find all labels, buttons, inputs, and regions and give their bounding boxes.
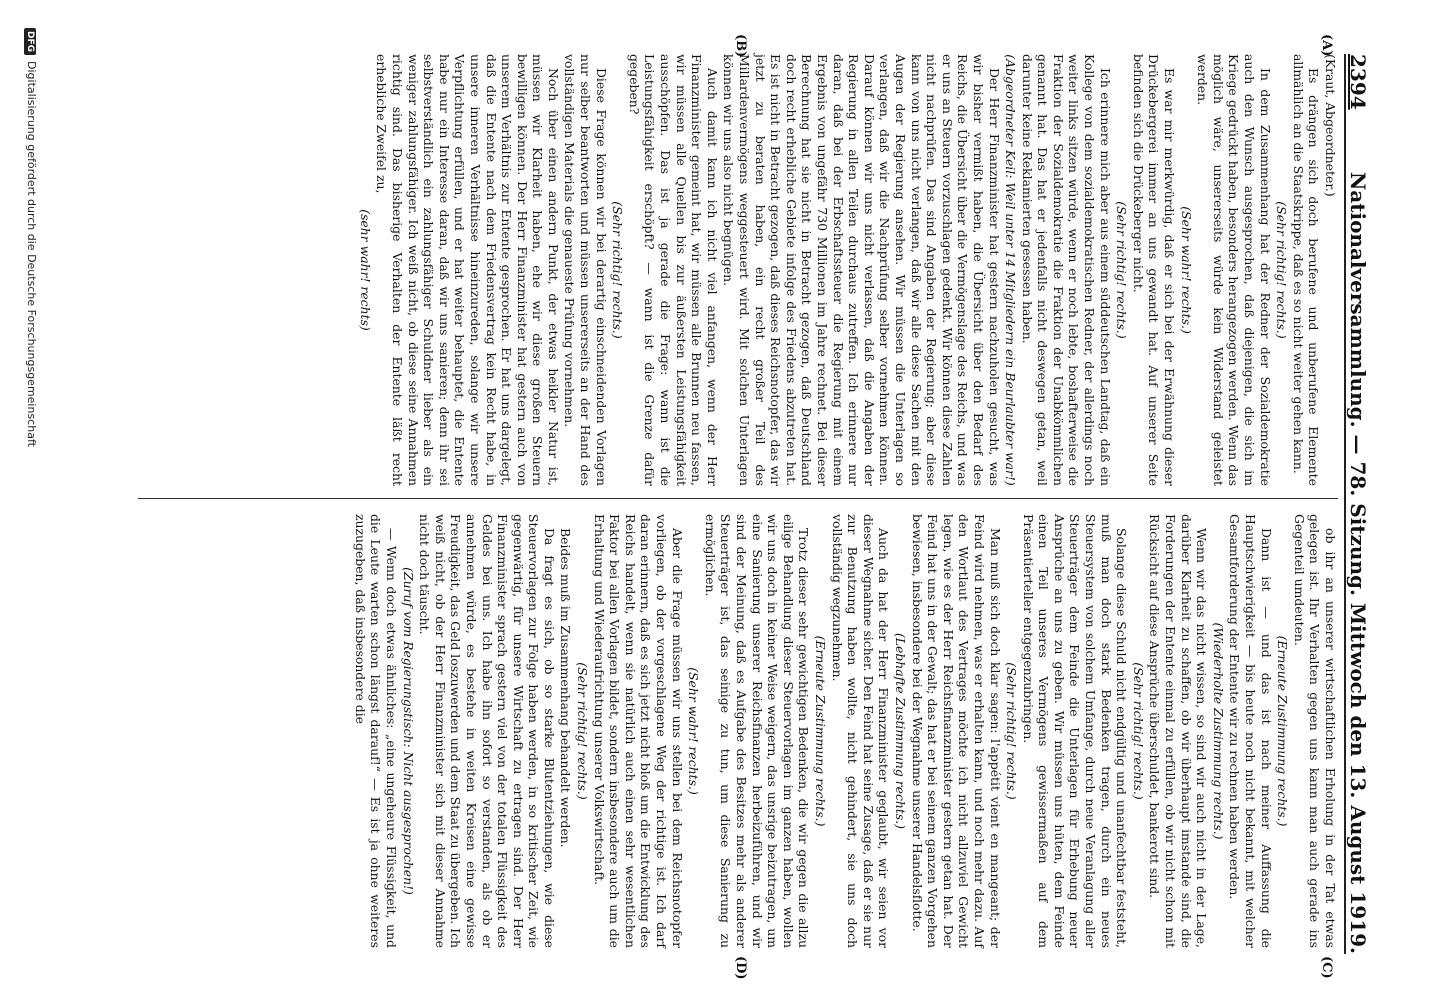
right-text-column <box>351 514 1338 948</box>
interjection: (Sehr richtig! rechts.) <box>1130 662 1146 800</box>
interjection: (Sehr richtig! rechts.) <box>610 201 626 339</box>
margin-marker-c: (C) <box>1319 956 1334 979</box>
paragraph: Auch da hat der Herr Finanzminister geglaubt, wir seien vor dieser Wegnahme sicher. Den Feind hat seine Zusage, daß er sie nur zur Benutzung haben wollte, nicht gehindert, sie uns doch vollständig wegzunehmen. <box>829 514 892 948</box>
interjection: (Sehr richtig! rechts.) <box>1004 662 1020 800</box>
interjection: (Abgeordneter Keil: Weil unter 14 Mitgliedern ein Beurlaubter war!) <box>1003 54 1019 486</box>
paragraph: Wenn wir das nicht wissen, so sind wir auch nicht in der Lage, darüber Klarheit zu schaffen, ob wir überhaupt imstande sind, die Forderungen der Entente einmal zu erfüllen, ob wir nicht schon mit Rücksicht auf diese Ansprüche überschuldet, bankerott sind. <box>1147 514 1210 948</box>
interjection: (Zuruf vom Regierungstisch: Nicht ausgesprochen!) <box>400 567 416 895</box>
paragraph: In dem Zusammenhang hat der Redner der Sozialdemokratie auch den Wunsch ausgesprochen, daß diejenigen, die sich im Kriege gedrückt haben, besonders herangezogen werden. Wenn das möglich wäre, unsererseits würde kein Widerstand geleistet werden. <box>1195 54 1273 486</box>
interjection: (Sehr richtig! rechts.) <box>1274 201 1290 339</box>
paragraph: Es war mir merkwürdig, daß er sich bei der Erwähnung dieser Drückebergerei immer an uns gewandt hat. Auf unserer Seite befinden sich die Drückeberger nicht. <box>1130 54 1178 486</box>
paragraph: ob ihr an unserer wirtschaftlichen Erholung in der Tat etwas gelegen ist. Ihr Verhalten gegen uns kann man auch gerade ins Gegenteil umdeuten. <box>1291 514 1338 948</box>
paragraph: Man muß sich doch klar sagen: l'appétit vient en mangeant; der Feind wird nehmen, was er erhalten kann, und noch mehr dazu. Auf den Wortlaut des Vertrages möchte ich nicht allzuviel Gewicht legen, wie es der Herr Reichsfinanzminister gestern getan hat. Der Feind hat uns in der Gewalt; das hat er bei seinem ganzen Vorgehen bewiesen, insbesondere bei der Wegnahme unserer Handelsflotte. <box>909 514 1003 948</box>
margin-marker-d: (D) <box>733 956 748 980</box>
interjection: (sehr wahr! rechts) <box>357 209 373 331</box>
paragraph: Trotz dieser sehr gewichtigen Bedenken, die wir gegen die allzu eilige Behandlung dieser Steuervorlagen im ganzen haben, wollen wir uns doch in keiner Weise weigern, das unsrige beizutragen, um eine Sanierung unserer Reichsfinanzen herbeizuführen, und wir sind der Meinung, daß es Aufgabe des Besitzes mehr als anderer Steuerträger ist, das seinige zu tun, um diese Sanierung zu ermöglichen. <box>702 514 812 948</box>
paragraph: Es drängen sich doch berufene und unberufene Elemente allmählich an die Staatskrippe, daß es so nicht weiter gehen kann. <box>1290 54 1322 486</box>
paragraph: Dann ist — und das ist nach meiner Auffassung die Hauptschwierigkeit — bis heute noch nicht bekannt, mit welcher Gesamtforderung der Entente wir zu rechnen haben werden. <box>1227 514 1274 948</box>
left-text-column <box>356 54 1338 486</box>
paragraph: — Wenn doch etwas ähnliches: „eine ungeheure Flüssigkeit, und die Leute warten schon längst darauf!“ — Es ist ja ohne weiteres zuzugeben, daß insbesondere die <box>352 514 399 948</box>
interjection: (Lebhafte Zustimmung rechts.) <box>892 632 908 830</box>
interjection: (Erneute Zustimmung rechts.) <box>813 635 828 827</box>
paragraph: Noch über einen andern Punkt, der etwas heikler Natur ist, müssen wir Klarheit haben, ehe wir diese großen Steuern bewilligen können. Der Herr Finanzminister hat gestern auch von unserem Verhältnis zur Entente gesprochen. Er hat uns dargelegt, daß die Entente nach dem Friedensvertrag kein Recht habe, in unsere inneren Verhältnisse hineinzureden, solange wir unsere Verpflichtung erfüllen, und er hat weiter behauptet, die Entente habe nur ein Interesse daran, daß wir uns sanieren; denn ihr sei selbstverständlich ein zahlungsfähiger Schuldner lieber als ein weniger zahlungsfähiger. Ich weiß nicht, ob diese seine Annahmen richtig sind. Das bisherige Verhalten der Entente läßt recht erhebliche Zweifel zu, <box>374 54 561 486</box>
credit-text: Digitalisierung gefördert durch die Deutsche Forschungsgemeinschaft <box>25 61 38 447</box>
interjection: (Sehr wahr! rechts.) <box>686 667 702 795</box>
paragraph: Solange diese Schuld nicht endgültig und unanfechtbar feststeht, muß man doch stark Bedenken tragen, durch ein neues Steuersystem von solchem Umfange, durch neue Veranlagung aller Steuerträger dem Feinde die Unterlagen für Erhebung neuer Ansprüche an uns zu geben. Wir müssen uns hüten, dem Feinde einen Teil unseres Vermögens gewissermaßen auf dem Präsentierteller entgegenzubringen. <box>1020 514 1130 948</box>
column-divider <box>138 498 1338 499</box>
interjection: (Sehr richtig! rechts.) <box>575 662 591 800</box>
interjection: (Erneute Zustimmung rechts.) <box>1275 635 1291 827</box>
paragraph: Auch damit kann ich nicht viel anfangen, wenn der Herr Finanzminister gemeint hat, wir müssen alle Brunnen neu fassen, wir müssen alle Quellen bis zur äußersten Leistungsfähigkeit ausschöpfen. Das ist ja gerade die Frage: wann ist die Leistungsfähigkeit erschöpft? — wann ist die Grenze dafür gegeben? <box>626 54 720 486</box>
interjection: (Sehr richtig! rechts.) <box>1114 201 1130 339</box>
paragraph: Der Herr Finanzminister hat gestern nachzuholen gesucht, was wir bisher vermißt haben, die Übersicht über den Bedarf des Reichs, die Übersicht über die Vermögenslage des Reichs, und was er uns an Steuern vorzuschlagen gedenkt. Wir können diese Zahlen nicht nachprüfen. Das sind Angaben der Regierung; aber diese kann von uns nicht verlangen, daß wir alle diese Sachen mit den Augen der Regierung ansehen. Wir müssen die Unterlagen so verlangen, daß wir die Nachprüfung selber vornehmen können. Darauf können wir uns nicht verlassen, daß die Angaben der Regierung in allen Teilen durchaus zutreffen. Ich erinnere nur daran, daß bei der Erbschaftssteuer die Regierung mit einem Ergebnis von ungefähr 730 Millionen im Jahre rechnet. Bei dieser Berechnung hat sie nicht in Betracht gezogen, daß Deutschland doch recht erhebliche Gebiete infolge des Friedens abzutreten hat. Es ist nicht in Betracht gezogen, daß dieses Reichsnotopfer, das wir jetzt zu beraten haben, ein recht großer Teil des Millardenvermögens weggesteuert wird. Mit solchen Unterlagen können wir uns also nicht begnügen. <box>721 54 1002 486</box>
margin-marker-b: (B) <box>733 34 748 58</box>
speaker-line: (Kraut, Abgeordneter.) <box>1323 54 1338 197</box>
margin-marker-a: (A) <box>1319 34 1334 57</box>
paragraph: Da fragt es sich, ob so starke Blutentziehungen, wie diese Steuervorlagen zur Folge haben werden, in so kritischer Zeit, wie gegenwärtig, für unsere Wirtschaft zu ertragen sind. Der Herr Finanzminister sprach gestern viel von der totalen Flüssigkeit des Geldes bei uns. Ich habe ihn sofort so verstanden, als ob er annehmen würde, es bestehe in weiten Kreisen eine gewisse Freudigkeit, das Geld loszuwerden und dem Staat zu übergeben. Ich weiß nicht, ob der Herr Finanzminister sich mit dieser Annahme nicht doch täuscht. <box>417 514 557 948</box>
digitization-credit <box>24 28 38 447</box>
interjection: (Wiederholte Zustimmung rechts.) <box>1210 622 1226 840</box>
paragraph: Aber die Frage müssen wir uns stellen bei dem Reichsnotopfer vorliegen, ob der vorgeschlagene Weg der richtige ist. Ich darf daran erinnern, daß es sich jetzt nicht bloß um die Entwicklung des Reichs handelt, wenn sie natürlich auch einen sehr wesentlichen Faktor bei allen Vorlagen bildet, sondern insbesondere auch um die Erhaltung und Wiederaufrichtung unserer Volkswirtschaft. <box>591 514 685 948</box>
running-title: Nationalversammlung. — 78. Sitzung. Mittwoch den 13. August 1919. <box>1346 172 1370 954</box>
interjection: (Sehr wahr! rechts.) <box>1178 206 1194 334</box>
page-number: 2394 <box>1346 54 1370 110</box>
dfg-logo: DFG <box>24 28 36 55</box>
paragraph: Ich erinnere mich aber aus einem süddeutschen Landtag, daß ein Kollege von dem sozialdemokratischen Redner, der allerdings noch weiter links sitzen würde, wenn er noch lebte, boshafterweise die Fraktion der Sozialdemokratie die Fraktion der Unabkömmlichen genannt hat. Das hat er jedenfalls nicht deswegen getan, weil darunter keine Reklamierten gesessen haben. <box>1019 54 1113 486</box>
page-header <box>1344 54 1376 954</box>
paragraph: Diese Frage können wir bei derartig einschneidenden Vorlagen nur selber beantworten und müssen unsererseits an der Hand des vollständigen Materials die genaueste Prüfung vornehmen. <box>562 54 609 486</box>
paragraph: Beides muß im Zusammenhang behandelt werden. <box>558 528 574 848</box>
